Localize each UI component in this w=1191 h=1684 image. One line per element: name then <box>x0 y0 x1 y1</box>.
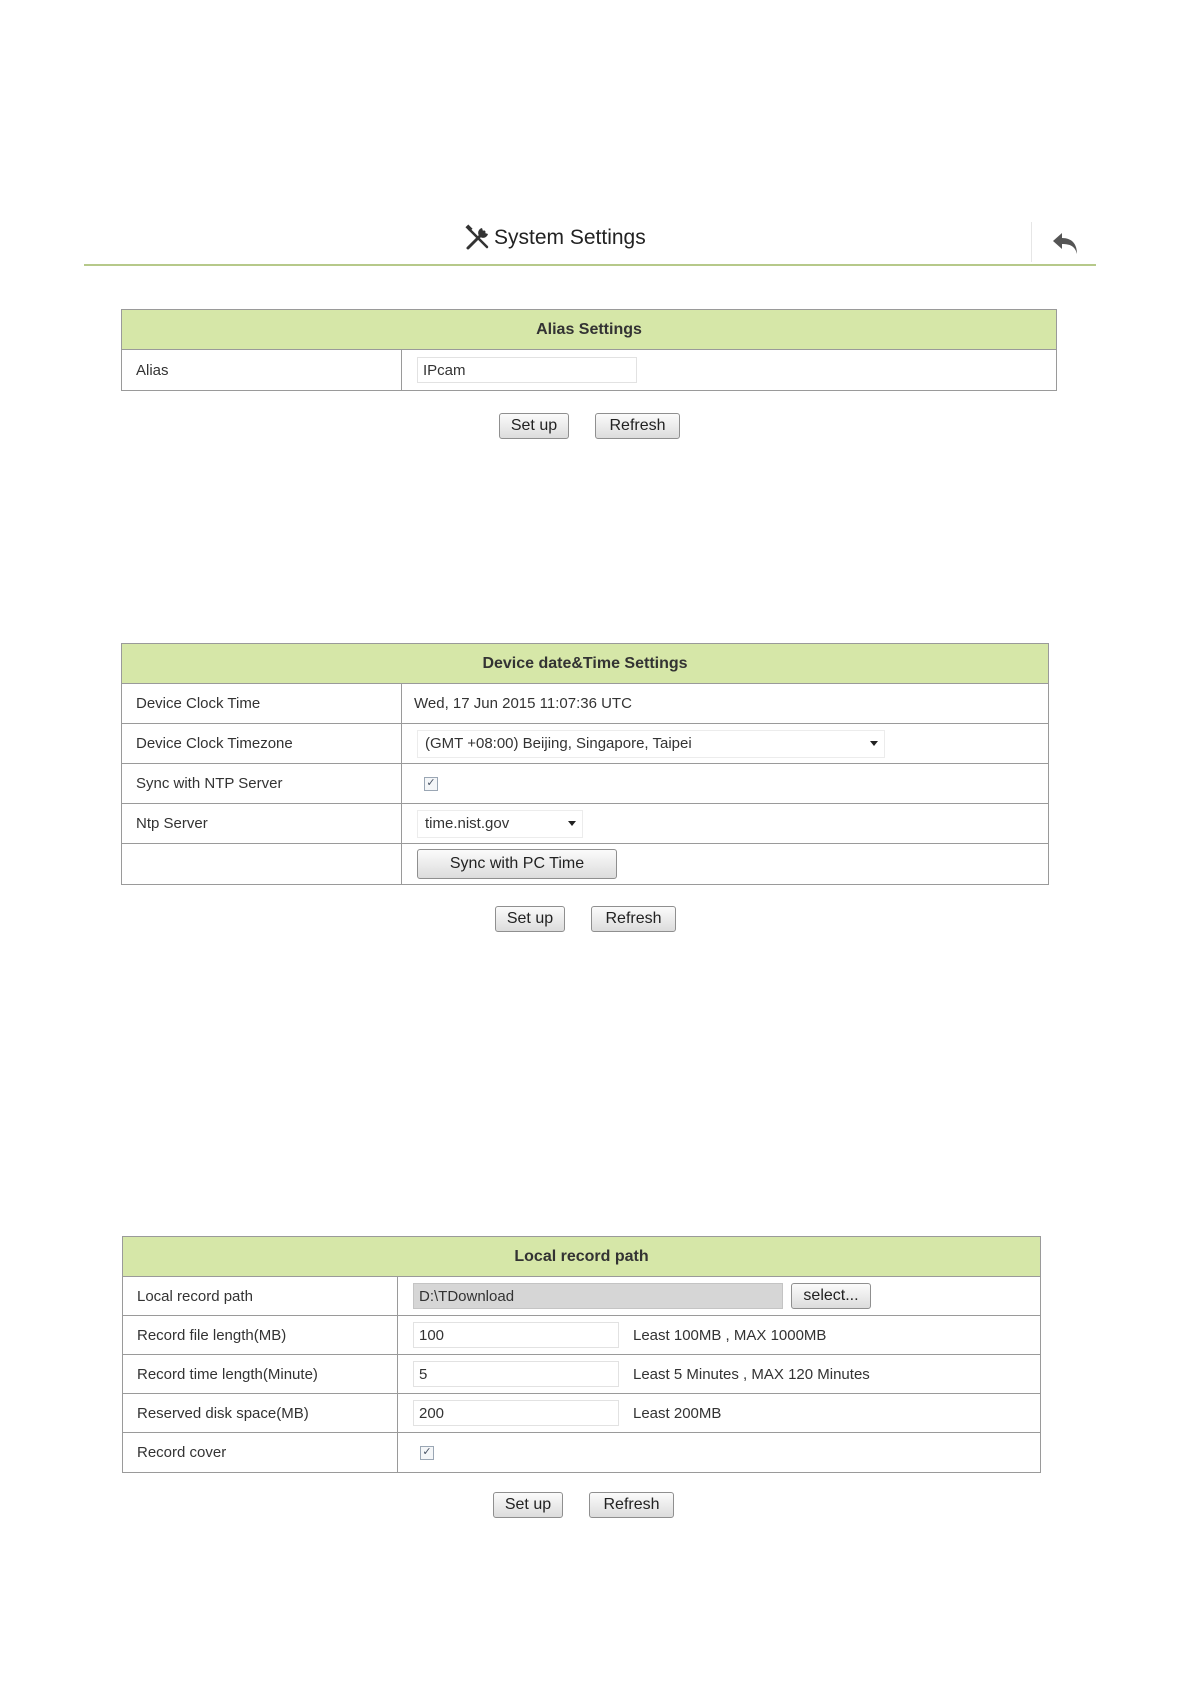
record-refresh-button[interactable]: Refresh <box>589 1492 674 1518</box>
record-button-row <box>493 1492 674 1518</box>
reserved-space-row <box>123 1394 1040 1433</box>
page-header <box>84 218 1096 266</box>
tools-icon <box>464 224 492 252</box>
timezone-label: Device Clock Timezone <box>122 724 402 763</box>
record-cover-row <box>123 1433 1040 1472</box>
record-path-label: Local record path <box>123 1277 398 1315</box>
reserved-space-input[interactable] <box>413 1400 619 1426</box>
record-path-input[interactable] <box>413 1283 783 1309</box>
timezone-select[interactable] <box>417 730 885 758</box>
record-cover-label: Record cover <box>123 1433 398 1472</box>
reserved-space-label: Reserved disk space(MB) <box>123 1394 398 1432</box>
datetime-refresh-button[interactable]: Refresh <box>591 906 676 932</box>
ntp-server-label: Ntp Server <box>122 804 402 843</box>
select-path-button[interactable]: select... <box>791 1283 871 1309</box>
sync-pc-row <box>122 844 1048 884</box>
alias-row <box>122 350 1056 390</box>
time-length-input[interactable] <box>413 1361 619 1387</box>
clock-time-value: Wed, 17 Jun 2015 11:07:36 UTC <box>414 695 632 712</box>
sync-pc-time-button[interactable]: Sync with PC Time <box>417 849 617 879</box>
timezone-row <box>122 724 1048 764</box>
time-length-hint: Least 5 Minutes , MAX 120 Minutes <box>633 1365 870 1383</box>
ntp-sync-checkbox[interactable] <box>424 777 438 791</box>
alias-settings-title: Alias Settings <box>122 310 1056 350</box>
alias-setup-button[interactable]: Set up <box>499 413 569 439</box>
file-length-label: Record file length(MB) <box>123 1316 398 1354</box>
ntp-server-select-value: time.nist.gov <box>425 815 510 832</box>
datetime-settings-panel <box>121 643 1049 885</box>
record-path-row <box>123 1277 1040 1316</box>
file-length-row <box>123 1316 1040 1355</box>
time-length-label: Record time length(Minute) <box>123 1355 398 1393</box>
header-separator <box>1031 222 1032 262</box>
chevron-down-icon <box>870 741 878 746</box>
back-arrow-icon <box>1050 229 1082 257</box>
datetime-setup-button[interactable]: Set up <box>495 906 565 932</box>
record-cover-checkbox[interactable] <box>420 1446 434 1460</box>
back-button[interactable] <box>1046 226 1086 260</box>
chevron-down-icon <box>568 821 576 826</box>
alias-settings-panel <box>121 309 1057 391</box>
ntp-server-row <box>122 804 1048 844</box>
record-setup-button[interactable]: Set up <box>493 1492 563 1518</box>
file-length-hint: Least 100MB , MAX 1000MB <box>633 1326 827 1344</box>
timezone-select-value: (GMT +08:00) Beijing, Singapore, Taipei <box>425 735 692 752</box>
alias-refresh-button[interactable]: Refresh <box>595 413 680 439</box>
time-length-row <box>123 1355 1040 1394</box>
check-icon: ✓ <box>422 1446 432 1458</box>
page-title-text: System Settings <box>494 226 646 249</box>
reserved-space-hint: Least 200MB <box>633 1404 722 1422</box>
record-settings-panel <box>122 1236 1041 1473</box>
alias-input[interactable] <box>417 357 637 383</box>
check-icon: ✓ <box>426 777 436 789</box>
ntp-sync-row <box>122 764 1048 804</box>
page-title <box>464 224 646 252</box>
alias-label: Alias <box>122 350 402 390</box>
file-length-input[interactable] <box>413 1322 619 1348</box>
alias-button-row <box>499 413 680 439</box>
datetime-settings-title: Device date&Time Settings <box>122 644 1048 684</box>
record-settings-title: Local record path <box>123 1237 1040 1277</box>
ntp-sync-label: Sync with NTP Server <box>122 764 402 803</box>
ntp-server-select[interactable] <box>417 810 583 838</box>
sync-pc-empty-label <box>122 844 402 884</box>
clock-time-label: Device Clock Time <box>122 684 402 723</box>
datetime-button-row <box>495 906 676 932</box>
clock-time-row <box>122 684 1048 724</box>
